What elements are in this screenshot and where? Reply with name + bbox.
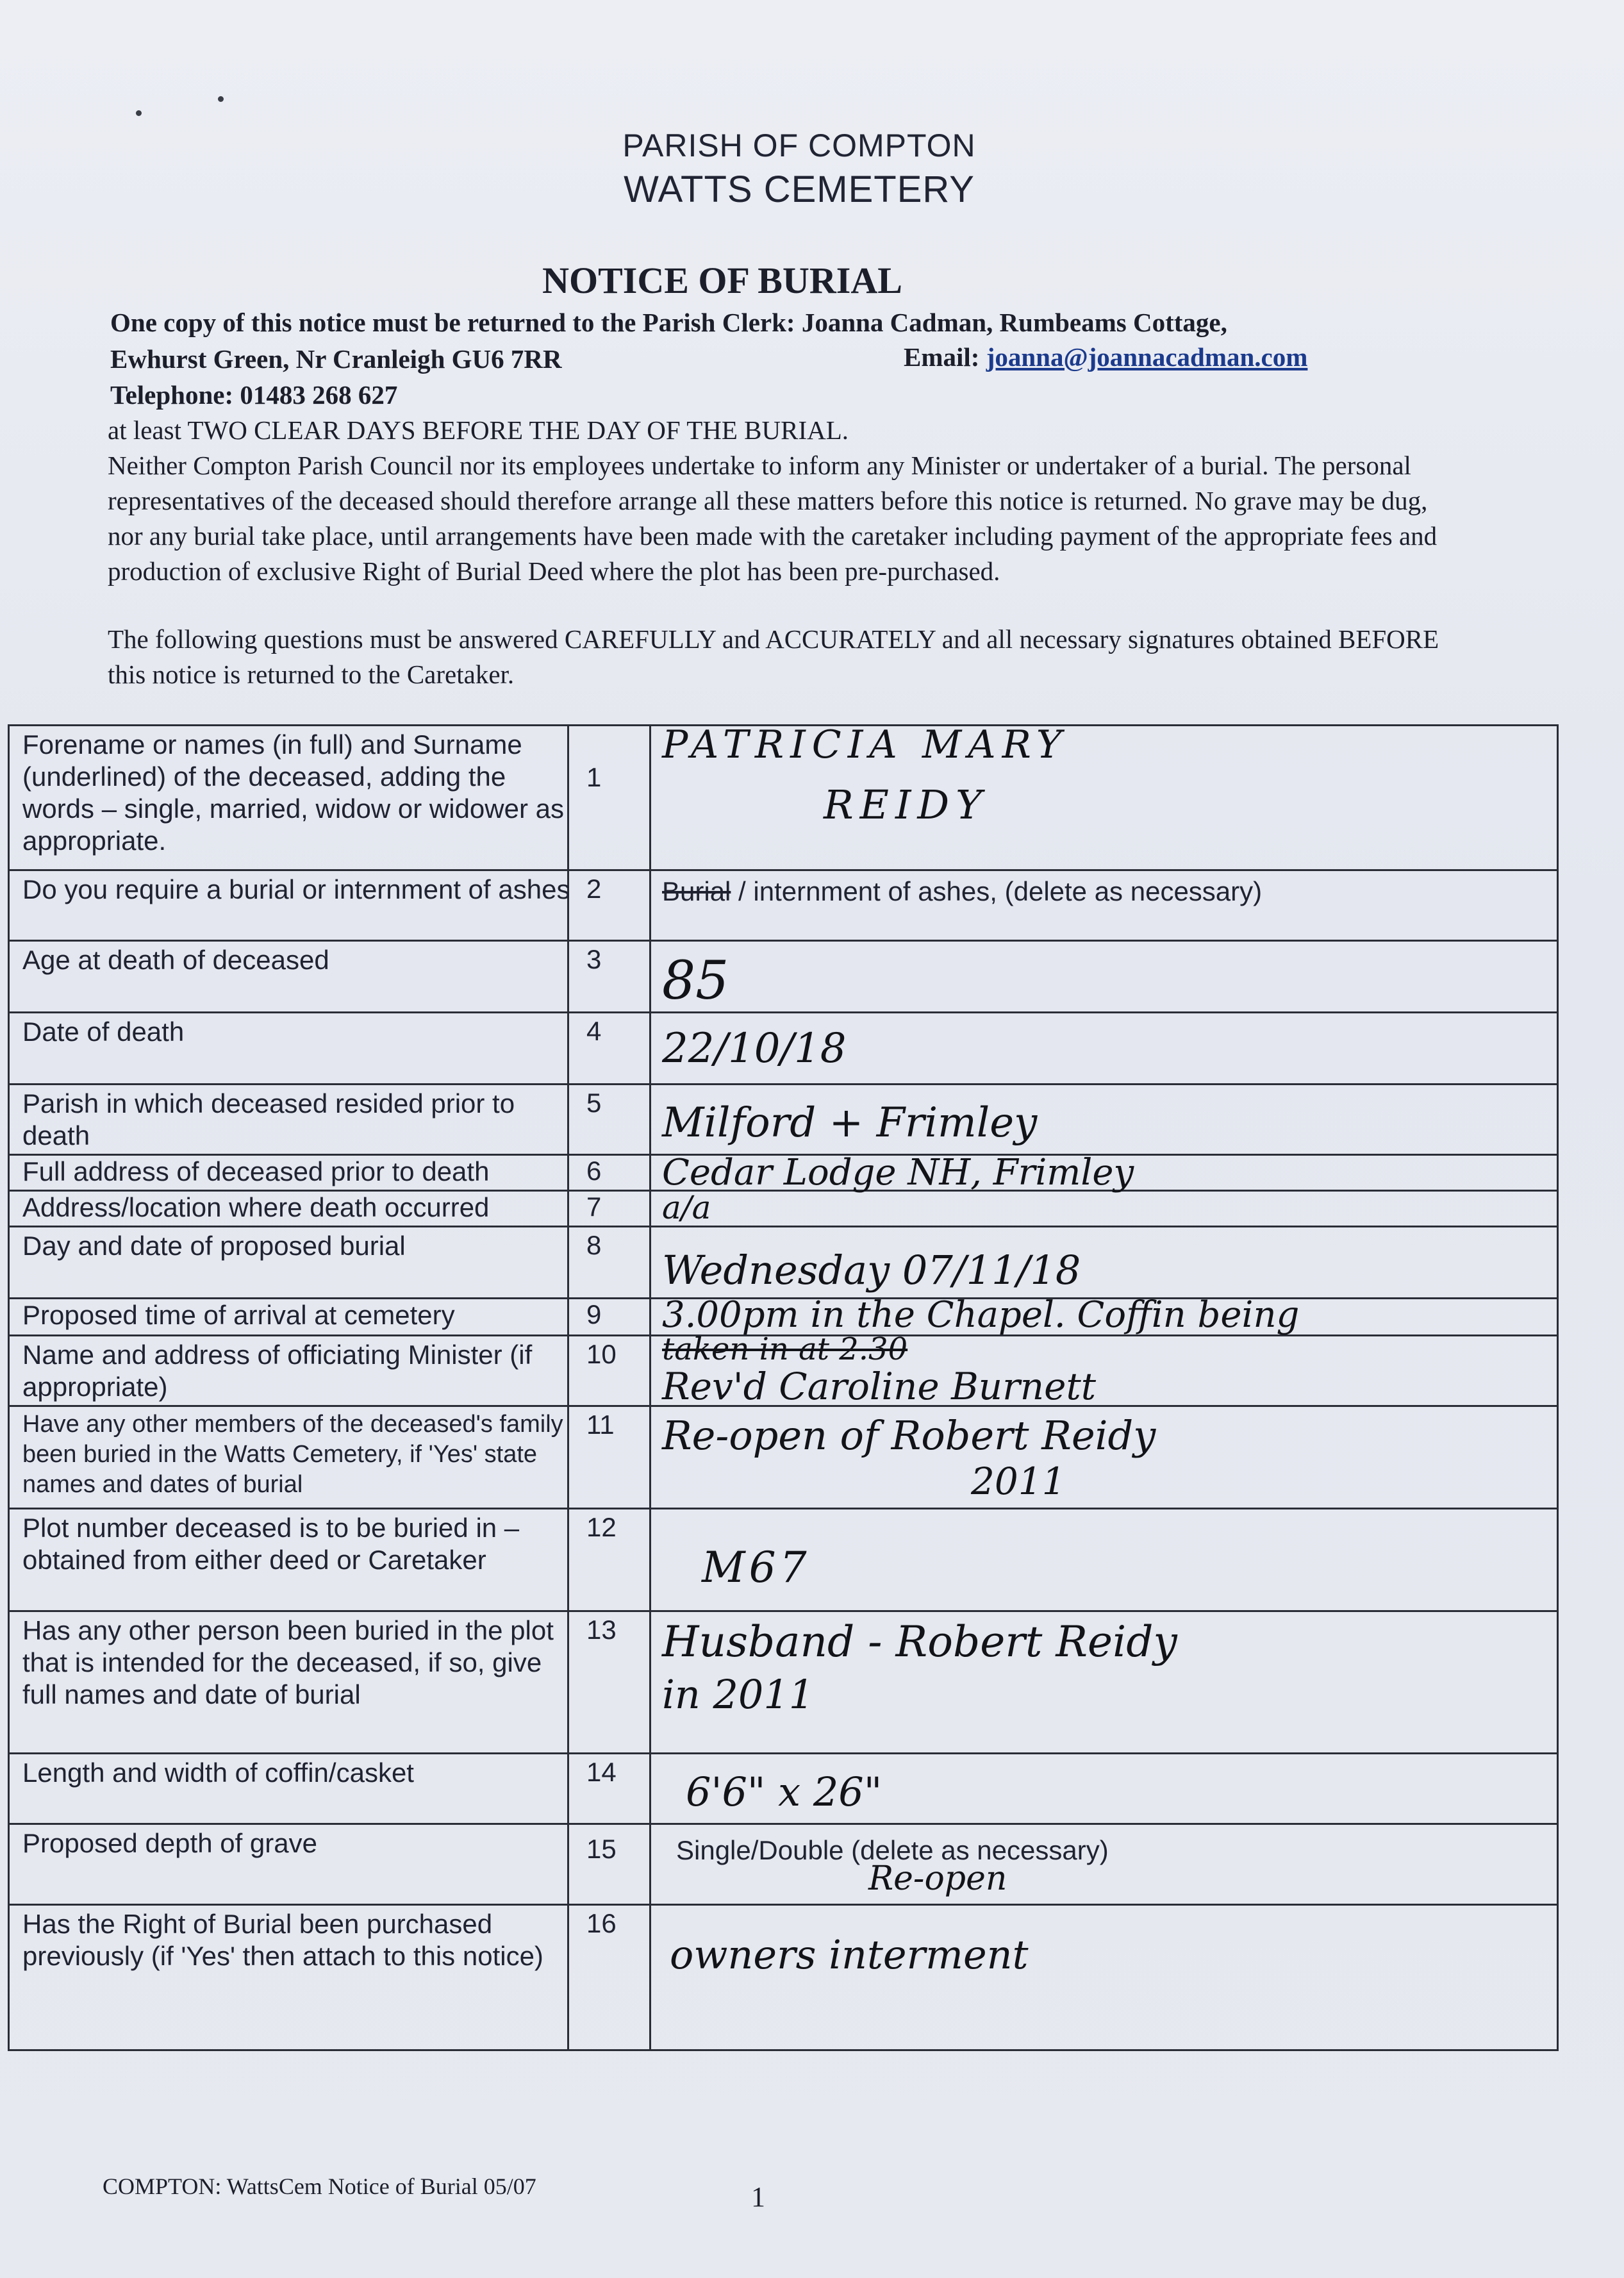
telephone-line: Telephone: 01483 268 627	[110, 380, 398, 410]
form-row-10	[10, 1331, 1557, 1408]
row-number: 14	[586, 1757, 617, 1787]
option-text: / internment of ashes, (delete as necessary)	[731, 876, 1263, 906]
handwritten-answer: Husband - Robert Reidy	[662, 1617, 1177, 1667]
handwritten-answer: Milford + Frimley	[662, 1099, 1038, 1147]
handwritten-answer: REIDY	[824, 781, 989, 828]
form-row-14	[10, 1754, 1557, 1825]
question-text: Forename or names (in full) and Surname (underlined) of the deceased, adding the words – single, married, widow or widower as appropriate.	[22, 729, 564, 856]
row-number: 15	[586, 1834, 617, 1864]
form-row-6	[10, 1152, 1557, 1193]
handwritten-answer: Re-open of Robert Reidy	[662, 1412, 1156, 1459]
question-text: Have any other members of the deceased's family been buried in the Watts Cemetery, if 'Yes' state names and dates of burial	[22, 1411, 563, 1498]
form-row-15	[10, 1825, 1557, 1906]
form-row-2	[10, 871, 1557, 942]
form-row-8	[10, 1227, 1557, 1299]
struck-option: Burial	[662, 876, 731, 906]
parish-heading: PARISH OF COMPTON	[622, 128, 976, 163]
return-instruction: One copy of this notice must be returned to the Parish Clerk: Joanna Cadman, Rumbeams Cottage,	[110, 308, 1227, 337]
question-text: Plot number deceased is to be buried in – obtained from either deed or Caretaker	[22, 1513, 520, 1575]
form-row-11	[10, 1407, 1557, 1509]
row-number: 1	[586, 762, 602, 792]
question-text: Address/location where death occurred	[22, 1192, 490, 1222]
ink-speck	[136, 110, 142, 116]
email-link[interactable]: joanna@joannacadman.com	[986, 342, 1308, 372]
handwritten-answer: 6'6" x 26"	[686, 1768, 882, 1815]
cemetery-heading: WATTS CEMETERY	[624, 169, 975, 210]
form-row-4	[10, 1013, 1557, 1085]
handwritten-answer: 85	[662, 951, 729, 1011]
handwritten-answer: Rev'd Caroline Burnett	[662, 1365, 1097, 1408]
row-number: 12	[586, 1512, 617, 1542]
row-number: 13	[586, 1615, 617, 1645]
disclaimer-paragraph: Neither Compton Parish Council nor its employees undertake to inform any Minister or undertaker of a burial. The personal representatives of the deceased should therefore arrange all these matters before this notice is returned. No grave may be dug, nor any burial take place, until arrangements have been made with the caretaker including payment of the appropriate fees and production of exclusive Right of Burial Deed where the plot has been pre-purchased.	[108, 451, 1438, 586]
question-text: Parish in which deceased resided prior to death	[22, 1088, 515, 1151]
email-label: Email:	[904, 342, 980, 372]
row-number: 4	[586, 1016, 602, 1046]
question-text: Has the Right of Burial been purchased previously (if 'Yes' then attach to this notice)	[22, 1909, 543, 1971]
handwritten-answer: 2011	[971, 1459, 1066, 1503]
row-number: 11	[586, 1409, 615, 1440]
handwritten-answer: M67	[702, 1543, 811, 1592]
handwritten-answer: owners interment	[670, 1931, 1029, 1978]
handwritten-answer: PATRICIA MARY	[662, 722, 1068, 767]
form-row-5	[10, 1085, 1557, 1156]
question-text: Proposed time of arrival at cemetery	[22, 1300, 455, 1330]
deadline-line: at least TWO CLEAR DAYS BEFORE THE DAY OF THE BURIAL.	[108, 415, 849, 445]
form-row-13	[10, 1612, 1557, 1754]
question-text: Proposed depth of grave	[22, 1828, 317, 1858]
form-row-7	[10, 1189, 1557, 1227]
question-text: Length and width of coffin/casket	[22, 1758, 414, 1788]
row-number: 2	[586, 874, 602, 904]
footer-reference: COMPTON: WattsCem Notice of Burial 05/07	[103, 2174, 536, 2199]
page-number: 1	[751, 2181, 765, 2213]
question-text: Day and date of proposed burial	[22, 1231, 406, 1261]
accuracy-paragraph: The following questions must be answered CAREFULLY and ACCURATELY and all necessary signatures obtained BEFORE this notice is returned to the Caretaker.	[108, 624, 1439, 689]
row-number: 16	[586, 1908, 617, 1938]
handwritten-answer: Wednesday 07/11/18	[662, 1247, 1081, 1293]
handwritten-answer: a/a	[662, 1189, 711, 1226]
row-number: 5	[586, 1088, 602, 1118]
question-text: Do you require a burial or internment of ashes	[22, 874, 570, 904]
row-number: 9	[586, 1299, 602, 1329]
question-text: Full address of deceased prior to death	[22, 1156, 490, 1186]
row-number: 8	[586, 1230, 602, 1260]
row-number: 3	[586, 944, 602, 974]
form-row-16	[10, 1906, 1557, 2049]
question-text: Has any other person been buried in the plot that is intended for the deceased, if so, give full names and date of burial	[22, 1615, 554, 1709]
ink-speck	[218, 96, 224, 102]
burial-form-table	[8, 724, 1559, 2051]
question-text: Age at death of deceased	[22, 945, 329, 975]
row-number: 10	[586, 1339, 617, 1369]
handwritten-answer: Cedar Lodge NH, Frimley	[662, 1152, 1134, 1193]
handwritten-answer: in 2011	[662, 1671, 815, 1718]
question-text: Name and address of officiating Minister (if appropriate)	[22, 1340, 533, 1402]
email-line	[904, 340, 1307, 375]
burial-type-options	[662, 876, 1262, 907]
handwritten-answer: 3.00pm in the Chapel. Coffin being	[662, 1294, 1300, 1336]
handwritten-answer: 22/10/18	[662, 1025, 847, 1072]
form-row-1	[10, 722, 1557, 871]
handwritten-answer: Re-open	[868, 1859, 1007, 1898]
handwritten-answer-struck: taken in at 2.30	[662, 1331, 908, 1367]
clerk-address: Ewhurst Green, Nr Cranleigh GU6 7RR	[110, 344, 562, 374]
form-row-3	[10, 942, 1557, 1013]
row-number: 7	[586, 1192, 602, 1222]
question-text: Date of death	[22, 1017, 185, 1047]
notice-title: NOTICE OF BURIAL	[542, 260, 902, 301]
row-number: 6	[586, 1156, 602, 1186]
depth-options: Single/Double (delete as necessary)	[676, 1835, 1109, 1865]
form-row-12	[10, 1509, 1557, 1612]
